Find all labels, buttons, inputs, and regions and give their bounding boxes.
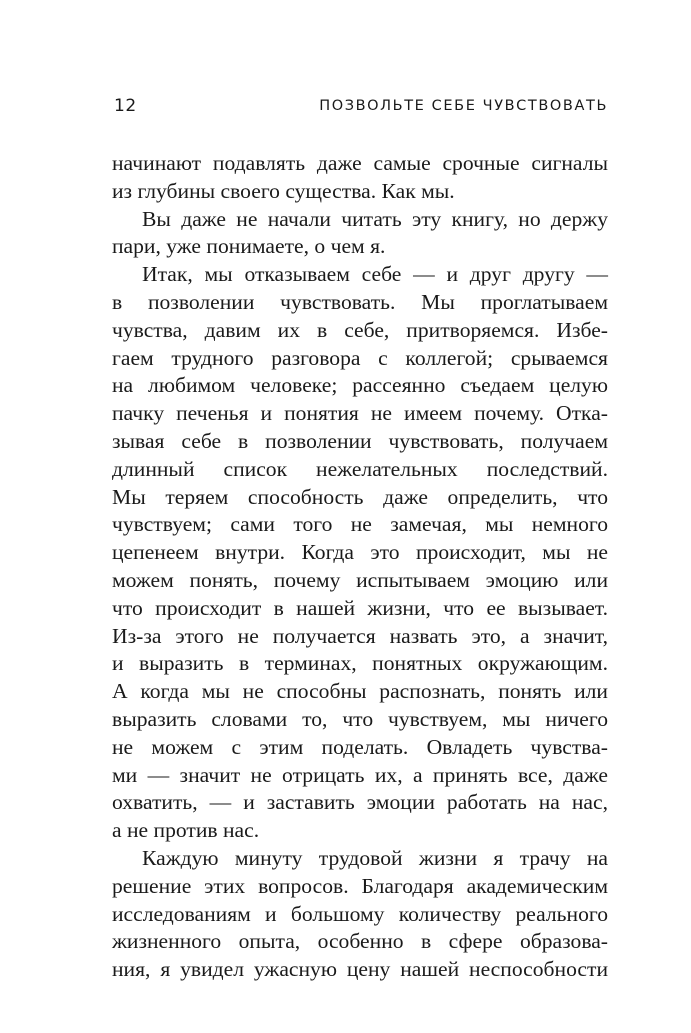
text-line: на любимом человеке; рассеянно съедаем целую	[112, 373, 608, 398]
text-line: в позволении чувствовать. Мы проглатываем	[112, 289, 608, 314]
text-line: не можем с этим поделать. Овладеть чувства-	[112, 734, 608, 759]
text-line: жизненного опыта, особенно в сфере образова-	[112, 929, 608, 954]
text-line: Мы теряем способность даже определить, что	[112, 484, 608, 509]
text-line: длинный список нежелательных последствий.	[112, 456, 608, 481]
paragraph-3	[112, 261, 608, 845]
text-line: а не против нас.	[112, 818, 260, 843]
running-title: ПОЗВОЛЬТЕ СЕБЕ ЧУВСТВОВАТЬ	[319, 98, 608, 114]
text-line: цепенеем внутри. Когда это происходит, мы не	[112, 540, 608, 565]
text-line: чувства, давим их в себе, притворяемся. Избе-	[112, 317, 608, 342]
paragraph-1	[112, 150, 608, 206]
text-line: что происходит в нашей жизни, что ее вызывает.	[112, 595, 608, 620]
text-line: А когда мы не способны распознать, понять или	[112, 679, 608, 704]
text-line: и выразить в терминах, понятных окружающим.	[112, 651, 608, 676]
text-line: чувствуем; сами того не замечая, мы немного	[112, 512, 608, 537]
text-line: исследованиям и большому количеству реального	[112, 901, 608, 926]
paragraph-2	[112, 206, 608, 262]
text-line: можем понять, почему испытываем эмоцию или	[112, 567, 608, 592]
page-header	[112, 96, 608, 120]
text-line: Вы даже не начали читать эту книгу, но держу	[142, 206, 608, 231]
text-line: Из-за этого не получается назвать это, а значит,	[112, 623, 608, 648]
text-line: зывая себе в позволении чувствовать, получаем	[112, 428, 608, 453]
text-line: Итак, мы отказываем себе — и друг другу —	[142, 262, 608, 287]
text-line: пари, уже понимаете, о чем я.	[112, 234, 386, 259]
text-line: ми — значит не отрицать их, а принять все, даже	[112, 762, 608, 787]
text-line: выразить словами то, что чувствуем, мы ничего	[112, 706, 608, 731]
text-line: пачку печенья и понятия не имеем почему. Отка-	[112, 401, 608, 426]
body-text	[112, 150, 608, 984]
paragraph-4	[112, 845, 608, 984]
text-line: из глубины своего существа. Как мы.	[112, 178, 455, 203]
text-line: охватить, — и заставить эмоции работать на нас,	[112, 790, 608, 815]
page-number: 12	[114, 96, 137, 116]
text-line: начинают подавлять даже самые срочные сигналы	[112, 151, 608, 175]
text-line: гаем трудного разговора с коллегой; срываемся	[112, 345, 608, 370]
text-line: Каждую минуту трудовой жизни я трачу на	[142, 845, 608, 870]
text-line: ния, я увидел ужасную цену нашей неспособности	[112, 957, 608, 982]
text-line: решение этих вопросов. Благодаря академическим	[112, 873, 608, 898]
